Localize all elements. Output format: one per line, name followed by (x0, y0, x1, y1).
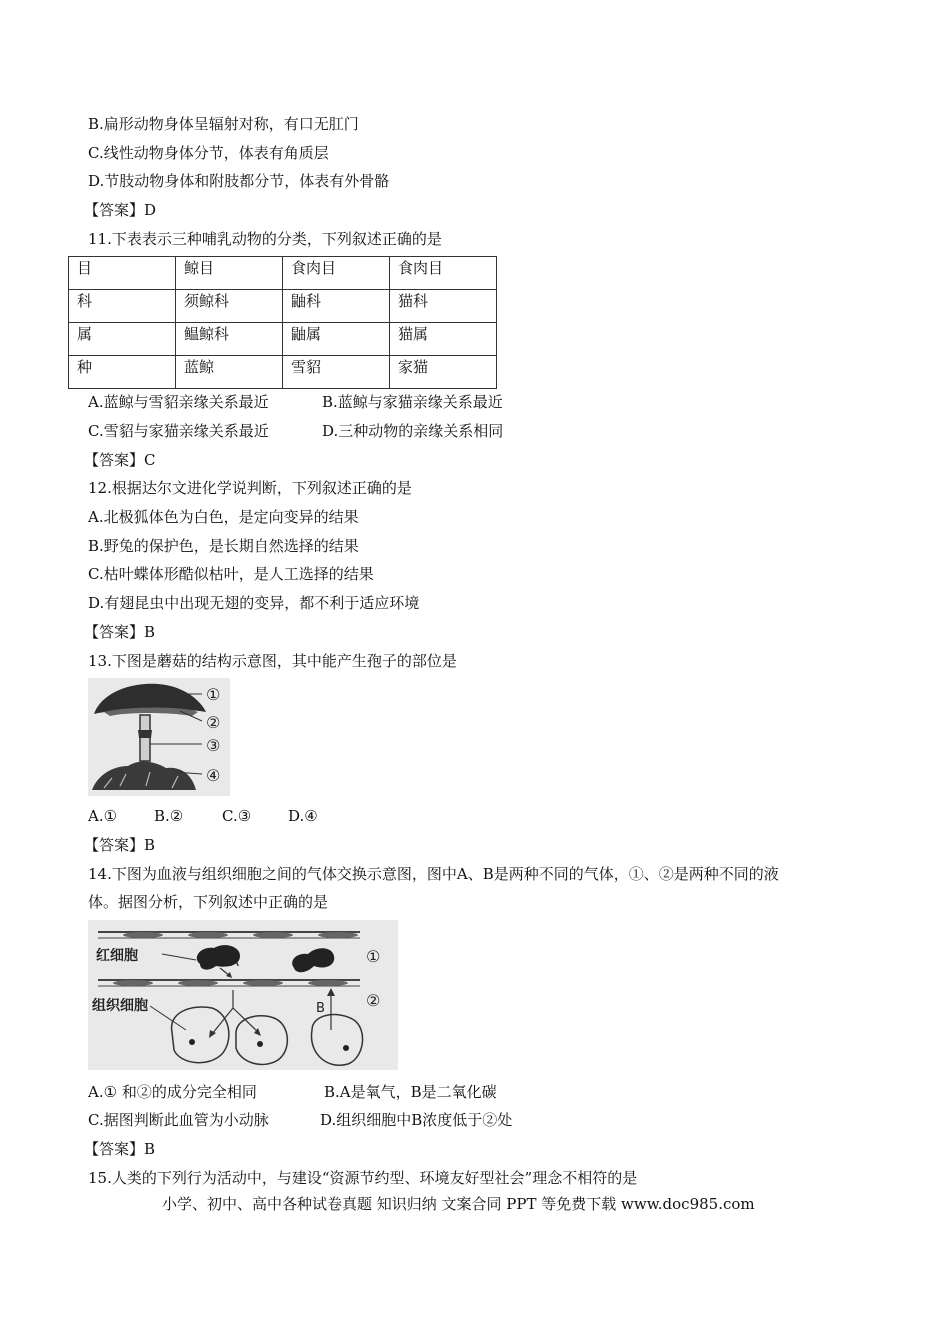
tissue-cell-label: 组织细胞 (92, 998, 148, 1014)
q11-option-a: A.蓝鲸与雪貂亲缘关系最近 (88, 393, 269, 411)
q13-option-b: B.② (154, 807, 184, 825)
q11-option-d: D.三种动物的亲缘关系相同 (322, 422, 504, 440)
q14-option-c: C.据图判断此血管为小动脉 (88, 1111, 269, 1129)
gas-exchange-illustration (88, 920, 398, 1070)
q13-option-a: A.① (88, 807, 118, 825)
classification-table (68, 256, 497, 389)
page-footer: 小学、初中、高中各种试卷真题 知识归纳 文案合同 PPT 等免费下载 www.doc985.com (162, 1195, 755, 1213)
table-row (69, 290, 497, 323)
table-cell: 科 (69, 290, 176, 323)
mushroom-label-1: ① (206, 685, 221, 704)
table-row (69, 356, 497, 389)
q12-option-d: D.有翅昆虫中出现无翅的变异，都不利于适应环境 (88, 594, 420, 612)
table-row (69, 323, 497, 356)
q10-answer: 【答案】D (84, 201, 157, 219)
q11-options-row-1 (88, 392, 503, 412)
q14-option-d: D.组织细胞中B浓度低于②处 (320, 1111, 513, 1129)
q14-stem-line-2: 体。据图分析，下列叙述中正确的是 (88, 893, 329, 911)
q10-option-d: D.节肢动物身体和附肢都分节，体表有外骨骼 (88, 172, 390, 190)
q12-stem: 12.根据达尔文进化学说判断，下列叙述正确的是 (88, 479, 412, 497)
q12-option-b: B.野兔的保护色，是长期自然选择的结果 (88, 537, 359, 555)
q12-answer: 【答案】B (84, 623, 156, 641)
q13-options (88, 806, 318, 826)
q11-option-b: B.蓝鲸与家猫亲缘关系最近 (322, 393, 503, 411)
table-cell: 鳁鲸科 (176, 323, 283, 356)
q11-stem: 11.下表表示三种哺乳动物的分类，下列叙述正确的是 (88, 230, 442, 248)
q14-options-row-1 (88, 1082, 497, 1102)
table-cell: 家猫 (390, 356, 497, 389)
gas-exchange-diagram (88, 920, 398, 1070)
mushroom-label-4: ④ (206, 766, 221, 785)
q11-options-row-2 (88, 421, 503, 441)
q12-option-a: A.北极狐体色为白色，是定向变异的结果 (88, 508, 359, 526)
table-cell: 鼬科 (283, 290, 390, 323)
table-cell: 雪貂 (283, 356, 390, 389)
fluid-2-label: ② (366, 991, 381, 1010)
q10-option-b: B.扁形动物身体呈辐射对称，有口无肛门 (88, 115, 359, 133)
table-cell: 属 (69, 323, 176, 356)
mushroom-diagram (88, 678, 230, 796)
table-row (69, 257, 497, 290)
q13-stem: 13.下图是蘑菇的结构示意图，其中能产生孢子的部位是 (88, 652, 457, 670)
table-cell: 猫科 (390, 290, 497, 323)
q11-answer: 【答案】C (84, 451, 156, 469)
q14-options-row-2 (88, 1110, 512, 1130)
red-blood-cell-label: 红细胞 (96, 948, 138, 964)
mushroom-illustration (88, 678, 230, 796)
table-cell: 鲸目 (176, 257, 283, 290)
q11-option-c: C.雪貂与家猫亲缘关系最近 (88, 422, 269, 440)
q15-stem: 15.人类的下列行为活动中，与建设“资源节约型、环境友好型社会”理念不相符的是 (88, 1169, 638, 1187)
mushroom-label-2: ② (206, 713, 221, 732)
q14-stem-line-1: 14.下图为血液与组织细胞之间的气体交换示意图，图中A、B是两种不同的气体，①、②是两种不同的液 (88, 865, 779, 883)
gas-b-label: B (316, 1001, 325, 1016)
q13-option-c: C.③ (222, 807, 252, 825)
q13-option-d: D.④ (288, 807, 318, 825)
q14-answer: 【答案】B (84, 1140, 156, 1158)
table-cell: 蓝鲸 (176, 356, 283, 389)
table-cell: 目 (69, 257, 176, 290)
q13-answer: 【答案】B (84, 836, 156, 854)
fluid-1-label: ① (366, 947, 381, 966)
table-cell: 种 (69, 356, 176, 389)
table-cell: 猫属 (390, 323, 497, 356)
q12-option-c: C.枯叶蝶体形酷似枯叶，是人工选择的结果 (88, 565, 374, 583)
gas-a-label: A (230, 955, 239, 970)
q10-option-c: C.线性动物身体分节，体表有角质层 (88, 144, 329, 162)
q14-option-a: A.① 和②的成分完全相同 (88, 1083, 257, 1101)
table-cell: 食肉目 (390, 257, 497, 290)
q14-option-b: B.A是氧气，B是二氧化碳 (324, 1083, 497, 1101)
table-cell: 食肉目 (283, 257, 390, 290)
table-cell: 鼬属 (283, 323, 390, 356)
mushroom-label-3: ③ (206, 736, 221, 755)
table-cell: 须鲸科 (176, 290, 283, 323)
